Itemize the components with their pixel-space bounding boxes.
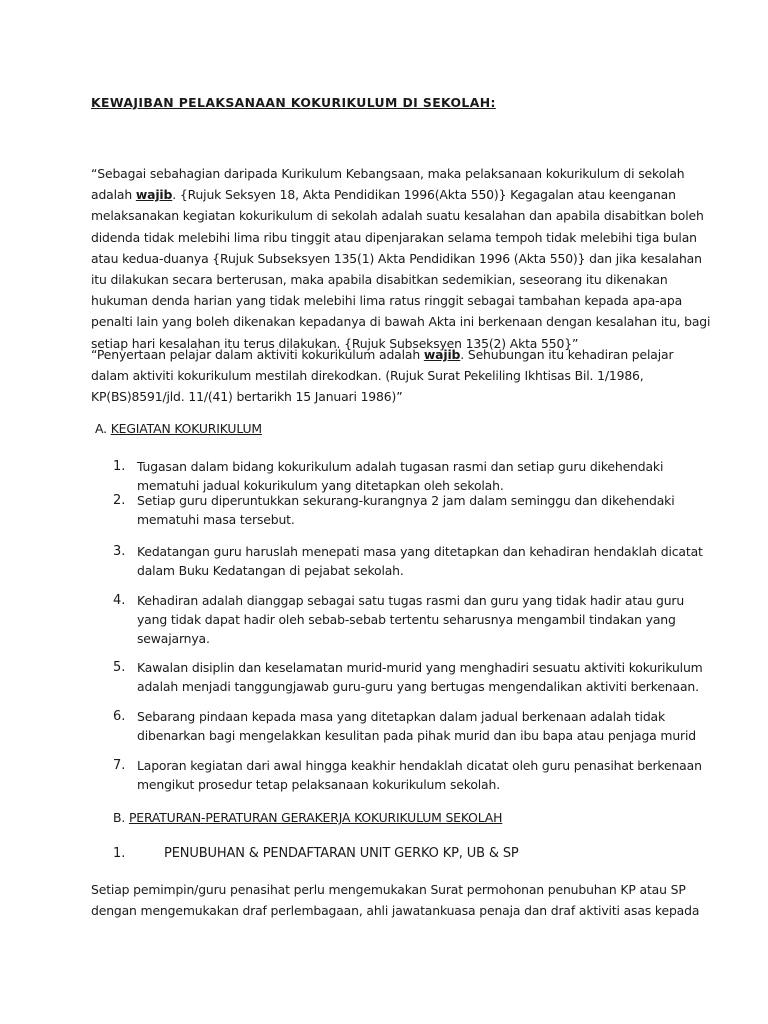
emphasis-wajib: wajib bbox=[423, 347, 461, 362]
list-item-number: 4. bbox=[113, 593, 126, 608]
section-b-heading: B. PERATURAN-PERATURAN GERAKERJA KOKURIKULUM SEKOLAH bbox=[113, 810, 503, 825]
list-item-line: mengikut prosedur tetap pelaksanaan kokurikulum sekolah. bbox=[137, 777, 500, 792]
subsection-number: 1. bbox=[113, 846, 126, 861]
list-item-line: Kawalan disiplin dan keselamatan murid-murid yang menghadiri sesuatu aktiviti kokurikulum bbox=[137, 660, 703, 675]
list-item-number: 2. bbox=[113, 493, 126, 508]
paragraph-line: melaksanakan kegiatan kokurikulum di sekolah adalah suatu kesalahan dan apabila disabitkan boleh bbox=[91, 208, 704, 223]
paragraph-line: itu dilakukan secara berterusan, maka apabila disabitkan sedemikian, seseorang itu dikenakan bbox=[91, 272, 668, 287]
list-item-number: 6. bbox=[113, 709, 126, 724]
list-item-line: adalah menjadi tanggungjawab guru-guru yang bertugas mengendalikan aktiviti berkenaan. bbox=[137, 679, 699, 694]
list-item-number: 1. bbox=[113, 459, 126, 474]
section-a-heading: A. KEGIATAN KOKURIKULUM bbox=[95, 421, 262, 436]
paragraph-line: penalti lain yang boleh dikenakan kepadanya di bawah Akta ini berkenaan dengan kesalahan itu, bagi bbox=[91, 314, 711, 329]
list-item-number: 7. bbox=[113, 758, 126, 773]
list-item-line: mematuhi jadual kokurikulum yang ditetapkan oleh sekolah. bbox=[137, 478, 504, 493]
paragraph-line: atau kedua-duanya {Rujuk Subseksyen 135(1) Akta Pendidikan 1996 (Akta 550)} dan jika kesalahan bbox=[91, 251, 702, 266]
paragraph-line: adalah wajib. {Rujuk Seksyen 18, Akta Pendidikan 1996(Akta 550)} Kegagalan atau keenganan bbox=[91, 187, 676, 202]
list-item-line: Tugasan dalam bidang kokurikulum adalah tugasan rasmi dan setiap guru dikehendaki bbox=[137, 459, 664, 474]
list-item-number: 5. bbox=[113, 660, 126, 675]
list-item-number: 3. bbox=[113, 544, 126, 559]
paragraph-line: setiap hari kesalahan itu terus dilakukan. {Rujuk Subseksyen 135(2) Akta 550}” bbox=[91, 336, 579, 351]
list-item-line: Kehadiran adalah dianggap sebagai satu tugas rasmi dan guru yang tidak hadir atau guru bbox=[137, 593, 685, 608]
list-item-line: yang tidak dapat hadir oleh sebab-sebab tertentu seharusnya mengambil tindakan yang bbox=[137, 612, 676, 627]
list-item-line: dalam Buku Kedatangan di pejabat sekolah. bbox=[137, 563, 404, 578]
document-title: KEWAJIBAN PELAKSANAAN KOKURIKULUM DI SEKOLAH: bbox=[91, 95, 496, 110]
emphasis-wajib: wajib bbox=[135, 187, 173, 202]
paragraph-line: didenda tidak melebihi lima ribu tinggit atau dipenjarakan selama tempoh tidak melebihi tiga bulan bbox=[91, 230, 697, 245]
paragraph-line: “Penyertaan pelajar dalam aktiviti kokurikulum adalah wajib. Sehubungan itu kehadiran pelajar bbox=[91, 347, 674, 362]
list-item-line: mematuhi masa tersebut. bbox=[137, 512, 295, 527]
paragraph-line: hukuman denda harian yang tidak melebihi lima ratus ringgit sebagai tambahan kepada apa-apa bbox=[91, 293, 683, 308]
paragraph-line: KP(BS)8591/jld. 11/(41) bertarikh 15 Januari 1986)” bbox=[91, 389, 403, 404]
paragraph-line: dengan mengemukakan draf perlembagaan, ahli jawatankuasa penaja dan draf aktiviti asas kepada bbox=[91, 903, 700, 918]
paragraph-line: “Sebagai sebahagian daripada Kurikulum Kebangsaan, maka pelaksanaan kokurikulum di sekolah bbox=[91, 166, 685, 181]
list-item-line: Laporan kegiatan dari awal hingga keakhir hendaklah dicatat oleh guru penasihat berkenaan bbox=[137, 758, 702, 773]
list-item-line: sewajarnya. bbox=[137, 631, 210, 646]
paragraph-line: Setiap pemimpin/guru penasihat perlu mengemukakan Surat permohonan penubuhan KP atau SP bbox=[91, 882, 686, 897]
paragraph-line: dalam aktiviti kokurikulum mestilah direkodkan. (Rujuk Surat Pekeliling Ikhtisas Bil. 1/1986, bbox=[91, 368, 644, 383]
list-item-line: dibenarkan bagi mengelakkan kesulitan pada pihak murid dan ibu bapa atau penjaga murid bbox=[137, 728, 696, 743]
subsection-heading: PENUBUHAN & PENDAFTARAN UNIT GERKO KP, UB & SP bbox=[164, 846, 519, 861]
list-item-line: Sebarang pindaan kepada masa yang ditetapkan dalam jadual berkenaan adalah tidak bbox=[137, 709, 665, 724]
list-item-line: Kedatangan guru haruslah menepati masa yang ditetapkan dan kehadiran hendaklah dicatat bbox=[137, 544, 703, 559]
list-item-line: Setiap guru diperuntukkan sekurang-kurangnya 2 jam dalam seminggu dan dikehendaki bbox=[137, 493, 675, 508]
